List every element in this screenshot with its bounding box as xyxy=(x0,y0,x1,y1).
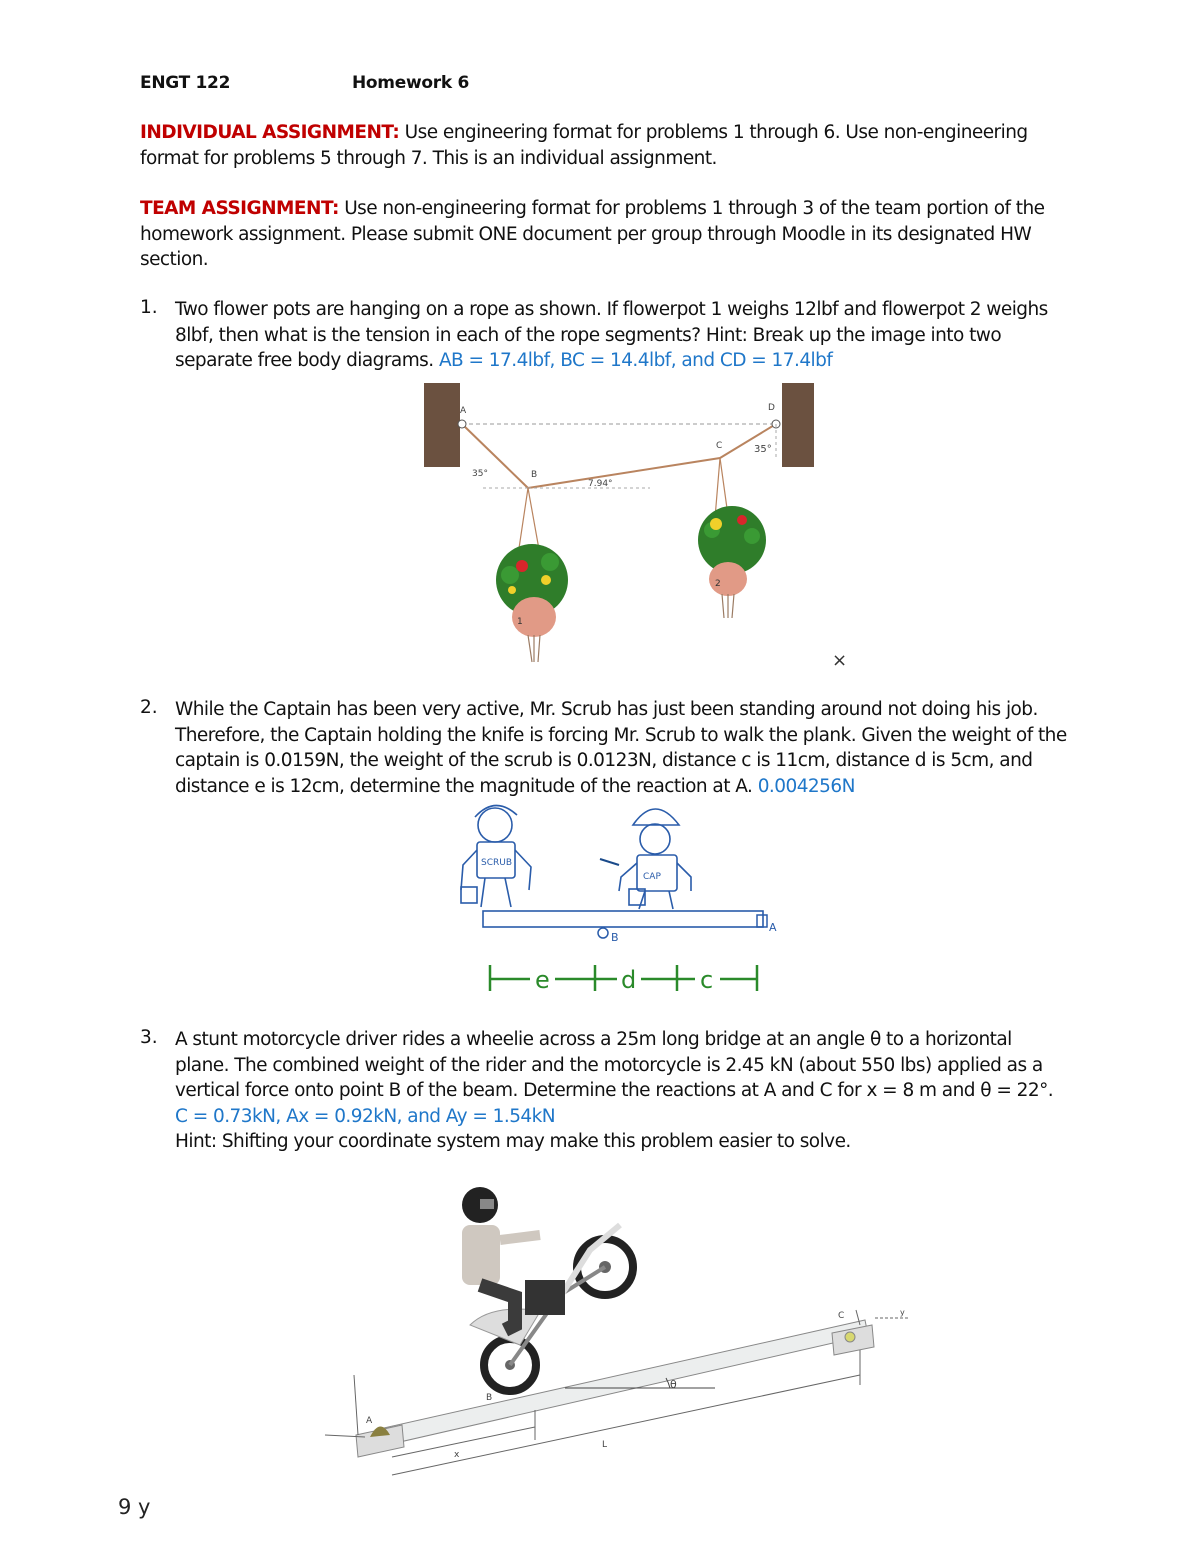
problem-3-body: A stunt motorcycle driver rides a wheelie across a 25m long bridge at an angle θ to a horizontal plane. The combined weight of the rider and the motorcycle is 2.45 kN (about 550 lbs) applied as a vertical force onto point B of the beam. Determine the reactions at A and C for x = 8 m and θ = 22°. xyxy=(175,1029,1054,1101)
captain-figure xyxy=(600,809,691,909)
support-b xyxy=(598,928,608,938)
roller-support-c xyxy=(845,1332,855,1342)
motorcycle-rider xyxy=(462,1187,633,1391)
label-b: B xyxy=(531,470,538,480)
label-c: C xyxy=(716,441,723,451)
individual-text: Use engineering format for problems 1 through 6. Use non-engineering format for problems 5 through 7. This is an individual assignment. xyxy=(140,122,1028,169)
flowerpot-figure xyxy=(420,380,820,665)
pot-2-label: 2 xyxy=(715,579,721,589)
team-text: Use non-engineering format for problems 1 through 3 of the team portion of the homework assignment. Please submit ONE document per group through Moodle in its designated HW section. xyxy=(140,198,1045,270)
team-assignment xyxy=(140,196,1080,273)
right-wall xyxy=(782,383,814,467)
label-b: B xyxy=(611,931,619,944)
problem-1-number: 1. xyxy=(140,297,158,318)
dim-e-label: e xyxy=(535,966,550,994)
label-a: A xyxy=(366,1416,373,1426)
problem-2-body: While the Captain has been very active, Mr. Scrub has just been standing around not doing his job. Therefore, the Captain holding the knife is forcing Mr. Scrub to walk the plank. Given the weight of the captain is 0.0159N, the weight of the scrub is 0.0123N, distance c is 11cm, distance d is 5cm, and distance e is 12cm, determine the magnitude of the reaction at A. xyxy=(175,699,1067,797)
label-d: D xyxy=(768,403,775,413)
problem-2-number: 2. xyxy=(140,697,158,718)
plank-figure xyxy=(445,795,795,1005)
label-b: B xyxy=(486,1393,493,1403)
label-x: x xyxy=(454,1450,460,1460)
support-a xyxy=(757,915,767,927)
label-y: y xyxy=(900,1308,905,1317)
individual-label: INDIVIDUAL ASSIGNMENT: xyxy=(140,122,400,143)
problem-1-answer: AB = 17.4lbf, BC = 14.4lbf, and CD = 17.4lbf xyxy=(438,350,833,371)
label-a: A xyxy=(769,921,777,934)
problem-1-body: Two flower pots are hanging on a rope as shown. If flowerpot 1 weighs 12lbf and flowerpot 2 weighs 8lbf, then what is the tension in each of the rope segments? Hint: Break up the image into two separate free body diagrams. xyxy=(175,299,1048,371)
label-a: A xyxy=(460,406,467,416)
left-wall xyxy=(424,383,460,467)
course-code: ENGT 122 xyxy=(140,73,231,93)
scrub-shirt-label: SCRUB xyxy=(481,858,513,868)
flowerpot-2 xyxy=(698,458,766,618)
cap-shirt-label: CAP xyxy=(643,872,661,882)
problem-1-text xyxy=(175,297,1070,374)
stray-mark: × xyxy=(832,650,848,671)
problem-2-text xyxy=(175,697,1070,799)
angle-mid-label: 7.94° xyxy=(588,479,613,489)
angle-right-label: 35° xyxy=(754,444,772,455)
pot-1-label: 1 xyxy=(517,617,523,627)
label-c: C xyxy=(838,1311,845,1321)
dim-c-label: c xyxy=(700,966,714,994)
problem-3-text xyxy=(175,1027,1070,1155)
page-mark: 9 y xyxy=(118,1495,151,1519)
bridge-beam xyxy=(375,1320,868,1447)
label-l: L xyxy=(602,1440,608,1450)
flowerpot-1 xyxy=(496,488,568,662)
plank xyxy=(483,911,763,927)
scrub-figure xyxy=(461,805,531,907)
label-theta: θ xyxy=(670,1378,677,1391)
problem-2-answer: 0.004256N xyxy=(757,775,855,797)
team-label: TEAM ASSIGNMENT: xyxy=(140,198,339,219)
problem-3-hint: Hint: Shifting your coordinate system may make this problem easier to solve. xyxy=(175,1131,851,1152)
homework-title: Homework 6 xyxy=(352,73,469,93)
problem-3-answer: C = 0.73kN, Ax = 0.92kN, and Ay = 1.54kN xyxy=(175,1105,556,1127)
motorcycle-figure xyxy=(320,1185,920,1500)
y-axis-a xyxy=(354,1375,358,1435)
hook-a xyxy=(458,420,466,428)
rope xyxy=(462,424,776,488)
angle-left-label: 35° xyxy=(472,469,488,479)
dim-d-label: d xyxy=(621,966,637,994)
individual-assignment xyxy=(140,120,1080,171)
problem-3-number: 3. xyxy=(140,1027,158,1048)
